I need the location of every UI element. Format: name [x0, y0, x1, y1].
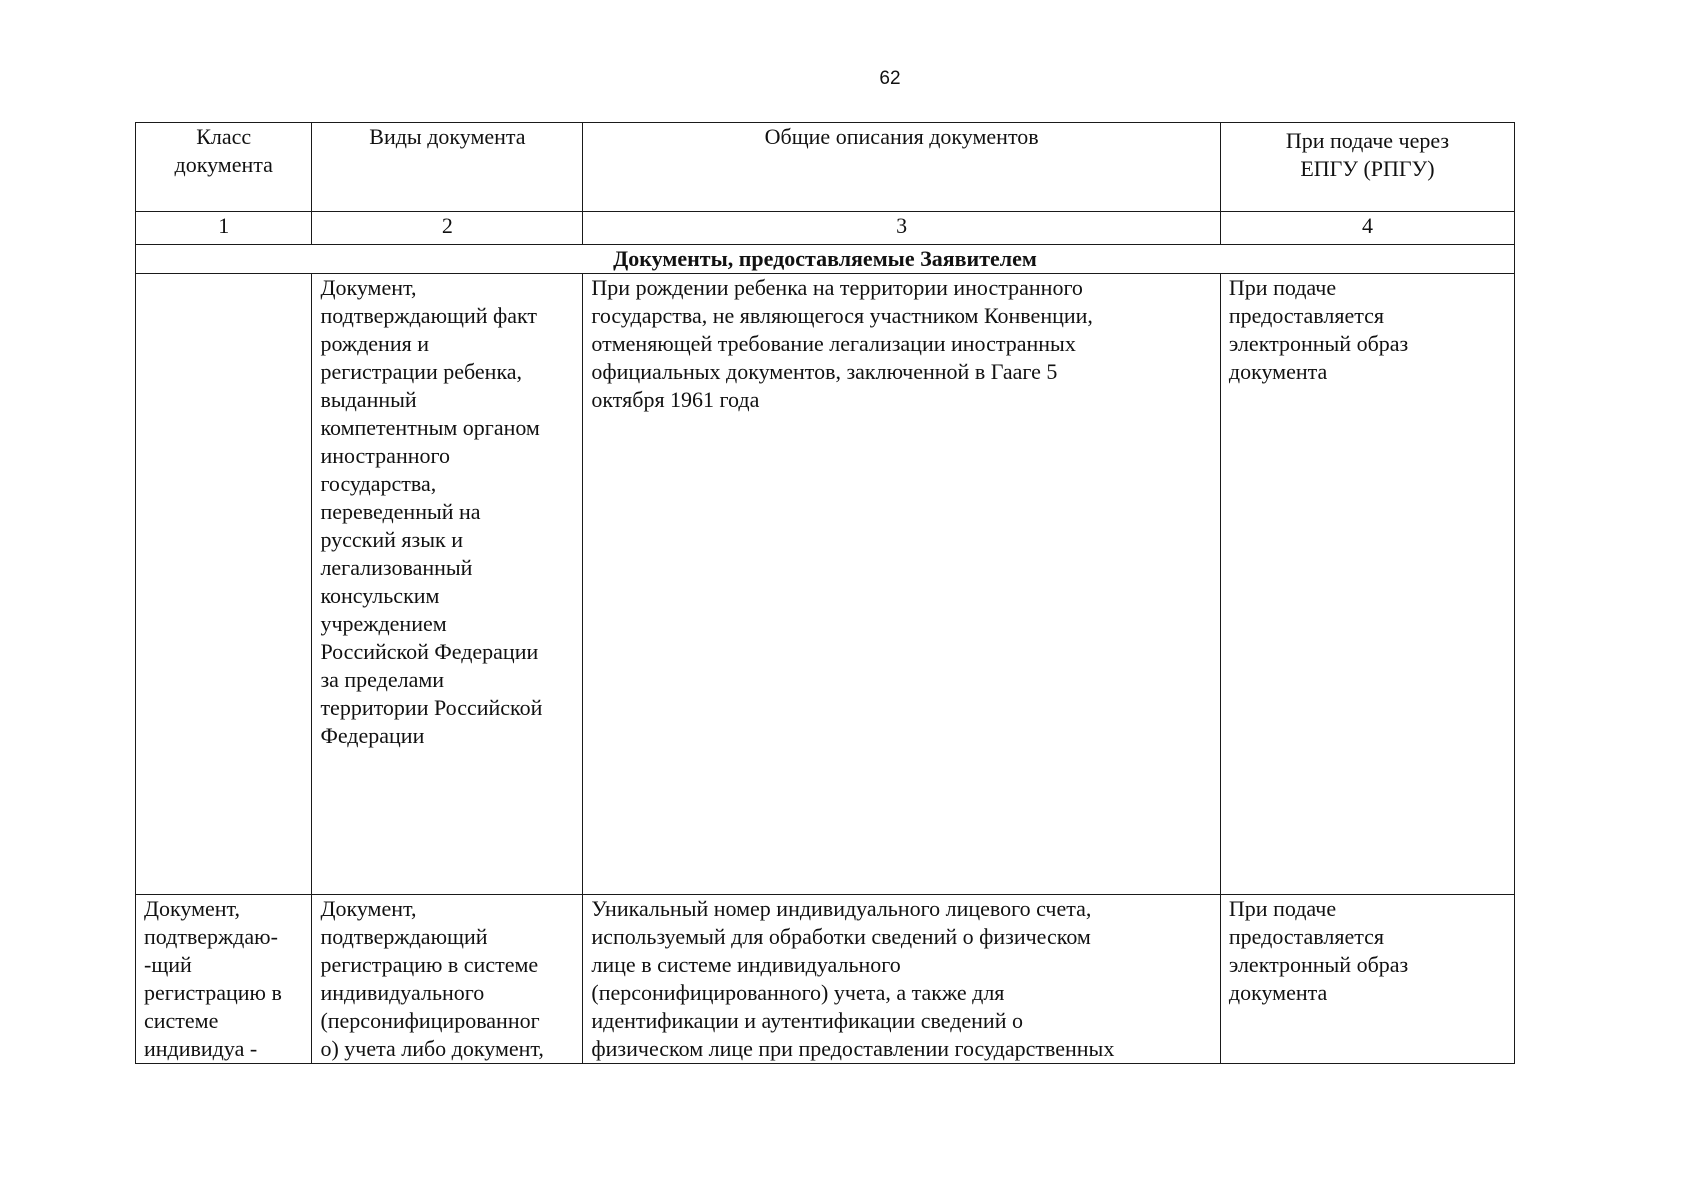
header-document-types: Виды документа [312, 123, 583, 212]
table-row [136, 895, 1515, 1064]
section-title: Документы, предоставляемые Заявителем [136, 245, 1515, 274]
header-submission-epgu: При подаче через ЕПГУ (РПГУ) [1220, 123, 1514, 212]
cell-submission: При подаче предоставляется электронный образ документа [1220, 274, 1514, 895]
section-row [136, 245, 1515, 274]
cell-document-type: Документ, подтверждающий факт рождения и регистрации ребенка, выданный компетентным органом иностранного государства, переведенный на русский язык и легализованный консульским учреждением Российской Федерации за пределами территории Российской Федерации [312, 274, 583, 895]
documents-table [135, 122, 1515, 1064]
cell-description: Уникальный номер индивидуального лицевого счета, используемый для обработки сведений о физическом лице в системе индивидуального (персонифицированного) учета, а также для идентификации и аутентификации сведений о физическом лице при предоставлении государственных [583, 895, 1221, 1064]
cell-description: При рождении ребенка на территории иностранного государства, не являющегося участником Конвенции, отменяющей требование легализации иностранных официальных документов, заключенной в Гааге 5 октября 1961 года [583, 274, 1221, 895]
header-document-class: Класс документа [136, 123, 312, 212]
header-general-descriptions: Общие описания документов [583, 123, 1221, 212]
column-number: 1 [136, 212, 312, 245]
table-row [136, 274, 1515, 895]
column-number: 4 [1220, 212, 1514, 245]
cell-document-class [136, 274, 312, 895]
column-numbers-row [136, 212, 1515, 245]
column-number: 3 [583, 212, 1221, 245]
cell-document-class: Документ, подтверждаю- -щий регистрацию в системе индивидуа - [136, 895, 312, 1064]
table-header-row [136, 123, 1515, 212]
cell-document-type: Документ, подтверждающий регистрацию в системе индивидуального (персонифицированног о) учета либо документ, [312, 895, 583, 1064]
column-number: 2 [312, 212, 583, 245]
page-number: 62 [879, 68, 901, 89]
cell-submission: При подаче предоставляется электронный образ документа [1220, 895, 1514, 1064]
